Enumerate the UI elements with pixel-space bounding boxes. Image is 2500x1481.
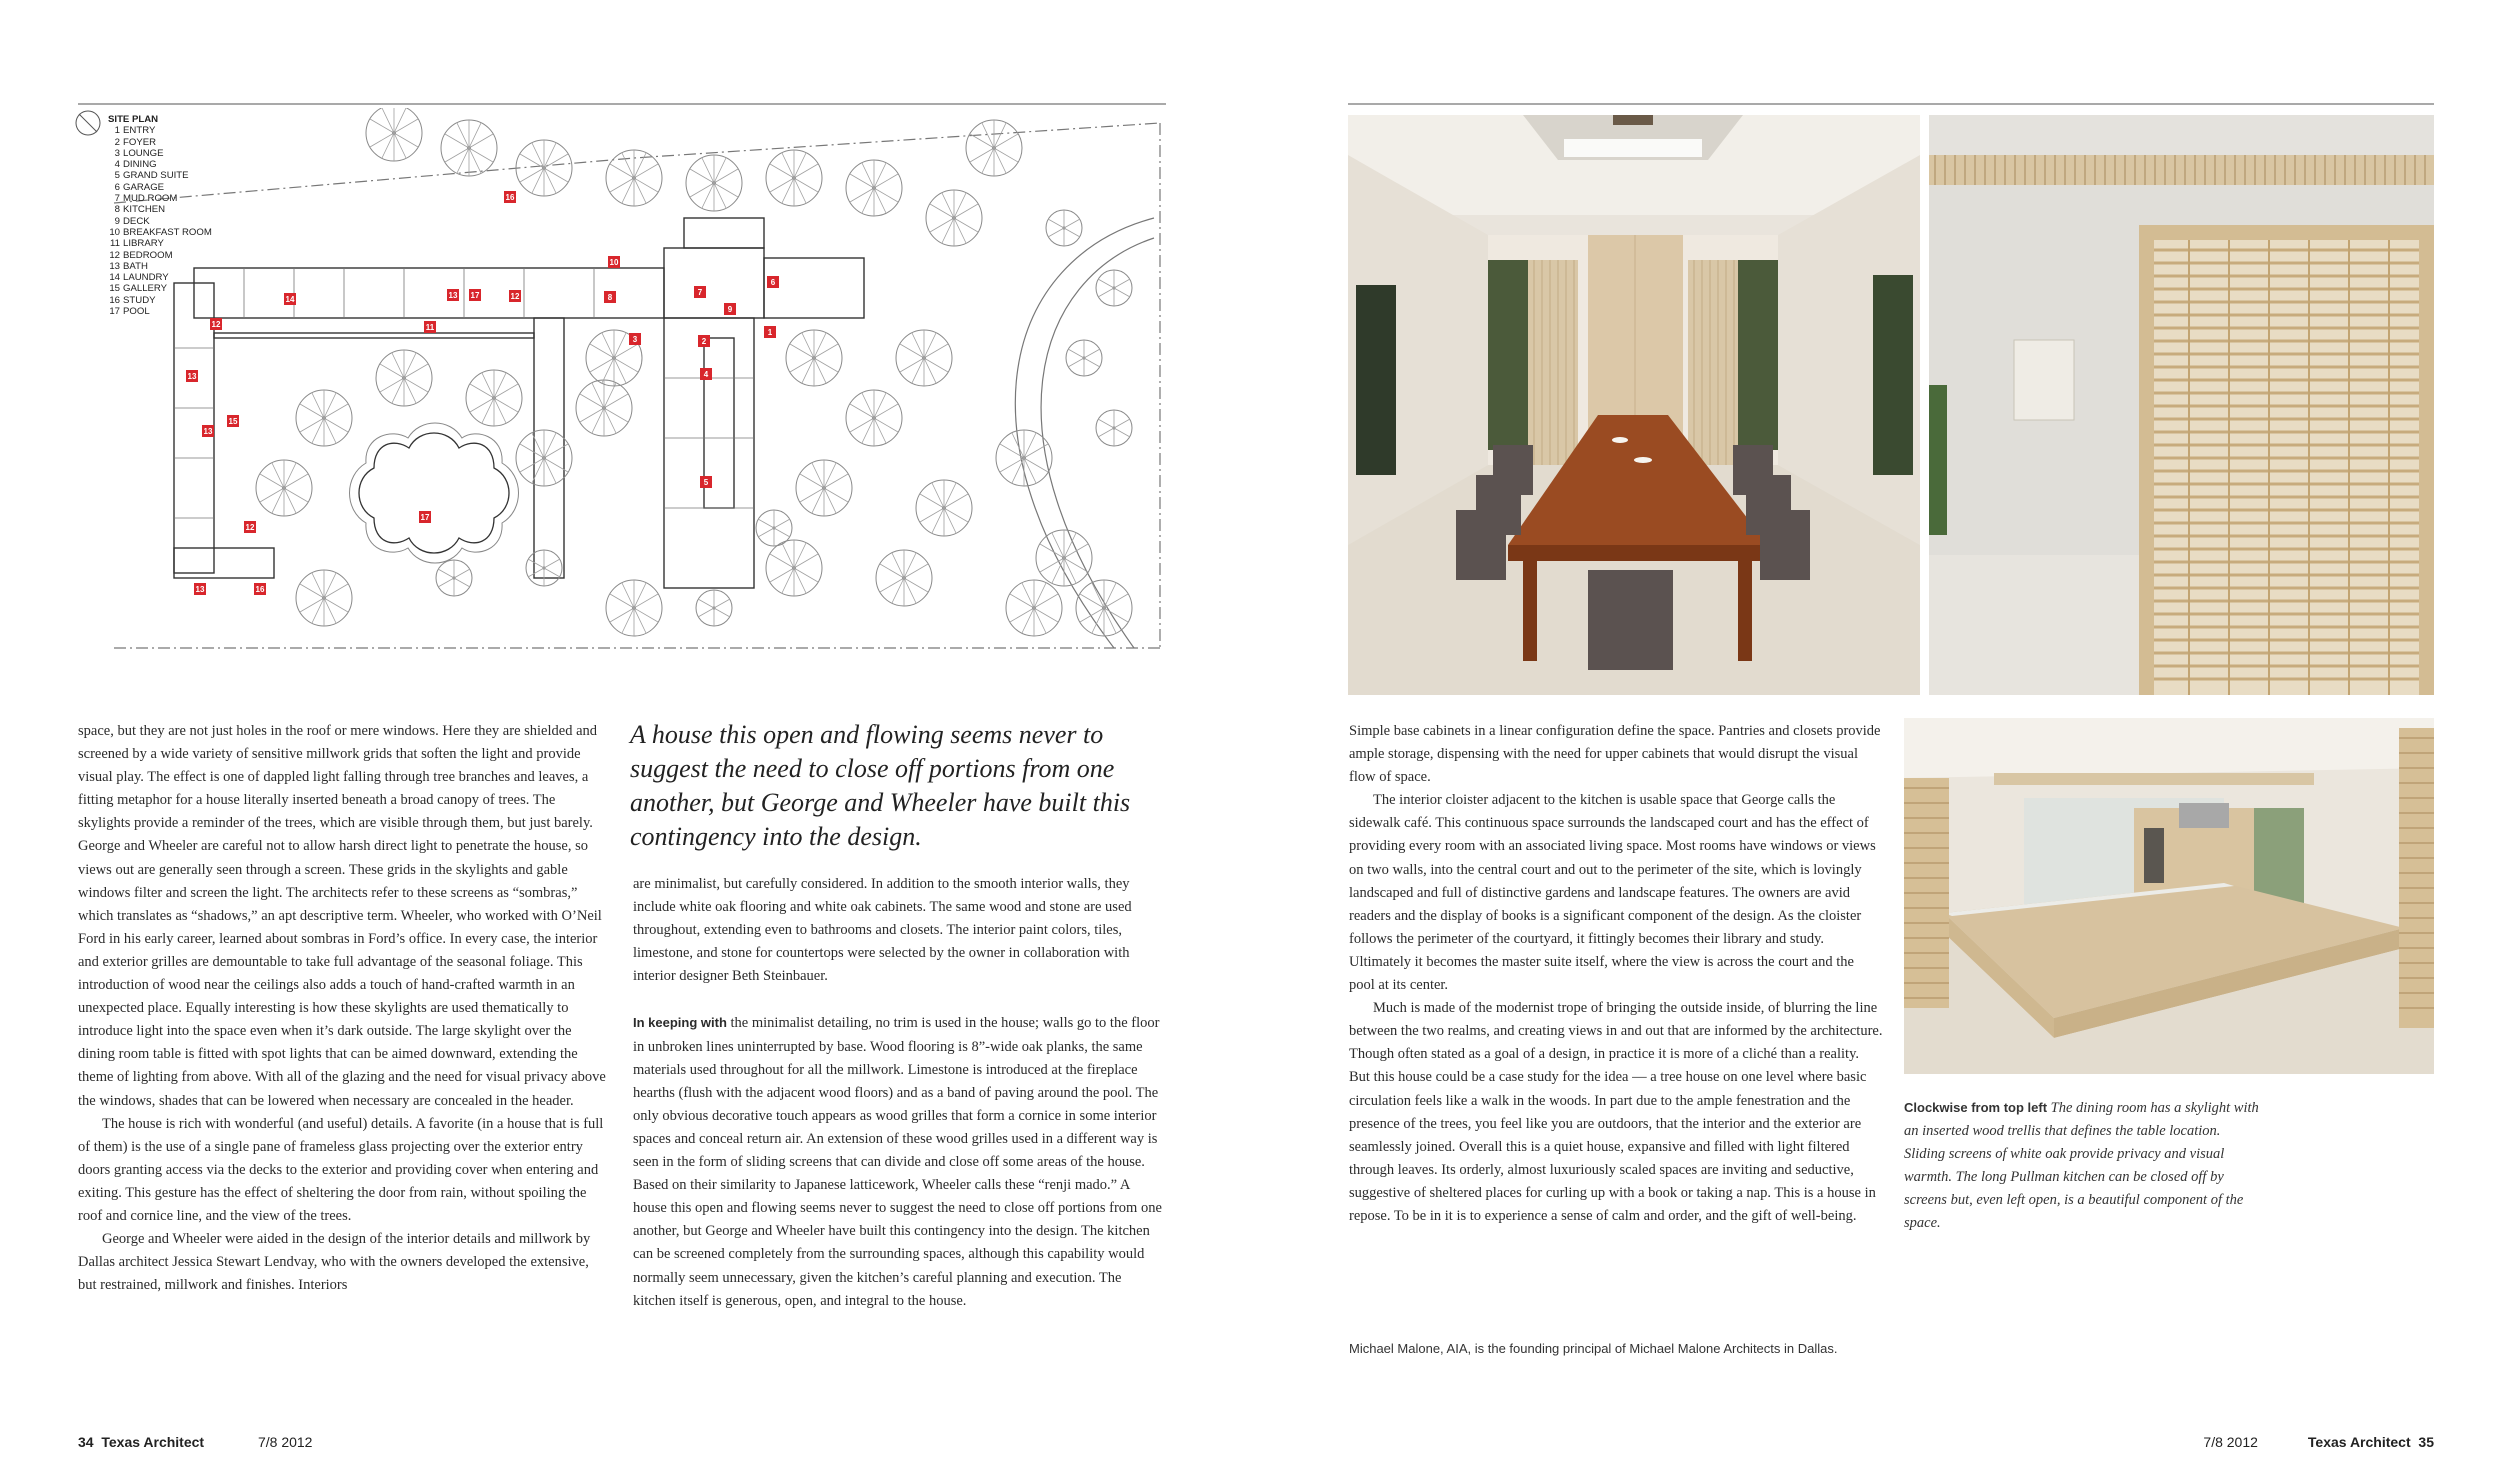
legend-label: POOL [123,306,150,318]
folio-right [2203,1434,2434,1450]
body-paragraph: are minimalist, but carefully considered. In addition to the smooth interior walls, they include white oak flooring and white oak cabinets. The same wood and stone are used throughout, extending even to bathrooms and closets. The interior paint colors, tiles, limestone, and stone for countertops were selected by the owner in collaboration with interior designer Beth Steinbauer. [633,876,1132,985]
room-markers [186,191,779,595]
body-paragraph: space, but they are not just holes in the roof or mere windows. Here they are shielded and screened by a wide variety of sensitive millwork grids that soften the light and provide visual play. The effect is one of dappled light falling through tree branches and leaves, a fitting metaphor for a house literally inserted beneath a broad canopy of trees. The skylights provide a reminder of the trees, which are visible through them, but just barely. George and Wheeler are careful not to allow harsh direct light to penetrate the house, so views out are generally seen through a screen. These grids in the skylights and gable windows filter and screen the light. The architects refer to these screens as “sombras,” which translates as “shadows,” an apt descriptive term. Wheeler, who worked with O’Neil Ford in his early career, learned about sombras in Ford’s office. In every case, the interior and exterior grilles are demountable to take full advantage of the seasonal foliage. This introduction of wood near the ceilings also adds a touch of hand-crafted warmth in an unexpected place. Equally interesting is how these skylights are used thematically to introduce light into the space even when it’s dark outside. The large skylight over the dining room table is fitted with spot lights that can be aimed downward, extending the theme of lighting from above. With all of the glazing and the need for visual privacy above the windows, shades that can be lowered when necessary are concealed in the header. [78,723,606,1109]
right-column [1349,720,1883,1228]
svg-text:9: 9 [727,305,733,314]
svg-text:3: 3 [632,335,638,344]
site-plan-drawing [74,108,1168,654]
svg-text:5: 5 [703,478,709,487]
svg-text:11: 11 [425,323,435,332]
legend-number: 4 [114,159,120,171]
svg-text:14: 14 [285,295,295,304]
legend-number: 17 [109,306,120,318]
svg-text:17: 17 [420,513,430,522]
dining-room-photo [1348,115,1920,695]
legend-number: 2 [114,136,120,148]
pull-quote: A house this open and flowing seems never to suggest the need to close off portions from one another, but George and Wheeler have built this contingency into the design. [630,720,1131,851]
caption-lead: Clockwise from top left [1904,1100,2048,1115]
legend-number: 10 [109,226,120,238]
body-paragraph: George and Wheeler were aided in the design of the interior details and millwork by Dallas architect Jessica Stewart Lendvay, who with the owners developed the extensive, but restrained, millwork and finishes. Interiors [78,1231,591,1294]
legend-number: 11 [110,238,120,250]
legend-item [104,125,212,136]
legend-item [104,295,212,306]
legend-item [104,306,212,317]
legend-item [104,193,212,204]
body-paragraph-lead [633,1011,1165,1312]
kitchen-photo [1904,718,2434,1074]
page-number: 35 [2418,1434,2434,1450]
legend-label: LOUNGE [123,147,164,159]
legend-label: BATH [123,260,148,272]
legend-item [104,261,212,272]
legend-label: GARAGE [123,181,165,193]
caption-text: The dining room has a skylight with an inserted wood trellis that defines the table location. Sliding screens of white oak provide privacy and visual warmth. The long Pullman kitchen can be closed off by screens but, even left open, is a beautiful component of the space. [1904,1100,2259,1231]
legend-number: 13 [109,260,120,272]
legend-label: GALLERY [123,283,168,295]
body-paragraph: Simple base cabinets in a linear configuration define the space. Pantries and closets provide ample storage, dispensing with the need for upper cabinets that would disrupt the visual flow of space. [1349,723,1881,786]
svg-text:16: 16 [505,193,515,202]
svg-text:7: 7 [697,288,703,297]
legend-number: 7 [114,193,120,205]
svg-text:13: 13 [448,291,458,300]
svg-text:2: 2 [701,337,707,346]
issue-date: 7/8 2012 [2203,1434,2258,1450]
legend-item [104,227,212,238]
svg-text:6: 6 [770,278,776,287]
svg-text:15: 15 [228,417,238,426]
svg-text:12: 12 [510,292,520,301]
site-plan [74,108,1168,654]
legend-number: 16 [109,294,120,306]
body-paragraph: The interior cloister adjacent to the kitchen is usable space that George calls the sidewalk café. This continuous space surrounds the landscaped court and has the effect of providing every room with an associated living space. Most rooms have windows or views on two walls, into the central court and out to the perimeter of the site, which is lovingly landscaped and full of distinctive gardens and landscape features. The owners are avid readers and the display of books is a significant component of the design. As the cloister follows the perimeter of the courtyard, it fittingly becomes their library and study. Ultimately it becomes the master suite itself, where the view is across the court and the pool at its center. [1349,792,1876,994]
author-credit: Michael Malone, AIA, is the founding principal of Michael Malone Architects in Dallas. [1349,1341,1838,1356]
legend-item [104,283,212,294]
svg-text:8: 8 [607,293,613,302]
legend-item [104,238,212,249]
legend-label: DINING [123,159,157,171]
legend-item [104,137,212,148]
svg-text:4: 4 [703,370,709,379]
svg-text:12: 12 [245,523,255,532]
site-plan-legend [104,114,212,317]
page-number: 34 [78,1434,94,1450]
magazine-name: Texas Architect [2307,1434,2411,1450]
magazine-name: Texas Architect [101,1434,205,1450]
svg-text:13: 13 [203,427,213,436]
legend-label: ENTRY [123,125,156,137]
top-rule-left [78,103,1166,105]
folio-left [78,1434,312,1450]
legend-label: BREAKFAST ROOM [123,226,212,238]
svg-text:16: 16 [255,585,265,594]
legend-item [104,170,212,181]
legend-number: 5 [114,170,120,182]
svg-text:1: 1 [767,328,773,337]
legend-label: LAUNDRY [123,272,169,284]
lead-in: In keeping with [633,1015,727,1031]
legend-label: STUDY [123,294,156,306]
photo-caption [1904,1096,2260,1235]
left-column-2 [633,873,1165,1313]
issue-date: 7/8 2012 [257,1434,313,1450]
legend-label: KITCHEN [123,204,166,216]
svg-text:17: 17 [470,291,480,300]
legend-label: GRAND SUITE [123,170,189,182]
left-column-1 [78,720,608,1297]
legend-number: 15 [109,283,120,295]
top-rule-right [1348,103,2434,105]
legend-label: MUD ROOM [123,193,178,205]
legend-number: 1 [114,125,120,137]
legend-label: LIBRARY [123,238,164,250]
body-text: the minimalist detailing, no trim is used in the house; walls go to the floor in unbroken lines uninterrupted by base. Wood flooring is 8”-wide oak planks, the same materials used throughout for all the millwork. Limestone is introduced at the fireplace hearths (flush with the adjacent wood floors) and as a band of paving around the pool. The only obvious decorative touch appears as wood grilles that form a cornice in some interior spaces and conceal return air. An extension of these wood grilles used in a different way is seen in the form of sliding screens that can divide and close off some areas of the house. Based on their similarity to Japanese latticework, Wheeler calls these “renji mado.” A house this open and flowing seems never to suggest the need to close off portions from one another, but George and Wheeler have built this contingency into the design. The kitchen can be screened completely from the surrounding spaces, although this capability would normally seem unnecessary, given the kitchen’s careful planning and execution. The kitchen itself is generous, open, and integral to the house. [633,1015,1162,1309]
legend-item [104,216,212,227]
sliding-screen-photo [1929,115,2434,695]
site-plan-title: SITE PLAN [108,114,159,125]
legend-item [104,250,212,261]
legend-item [104,148,212,159]
legend-number: 14 [109,272,120,284]
svg-text:10: 10 [609,258,619,267]
legend-item [104,159,212,170]
svg-text:12: 12 [211,320,221,329]
legend-item [104,272,212,283]
legend-number: 8 [114,204,120,216]
legend-label: DECK [123,215,150,227]
body-paragraph: The house is rich with wonderful (and useful) details. A favorite (in a house that is full of them) is the use of a single pane of frameless glass projecting over the exterior entry doors granting access via the decks to the exterior and providing cover when entering and exiting. This gesture has the effect of sheltering the door from rain, without spoiling the roof and cornice line, and the view of the trees. [78,1115,604,1224]
legend-number: 3 [114,147,120,159]
body-paragraph: Much is made of the modernist trope of bringing the outside inside, of blurring the line between the two realms, and creating views in and out that are informed by the architecture. Though often stated as a goal of a design, in practice it is more of a cliché than a reality. But this house could be a case study for the idea — a tree house on one level where basic circulation feels like a walk in the woods. In part due to the ample fenestration and the presence of the trees, you feel like you are outdoors, that the interior and the exterior are seamlessly joined. Overall this is a quiet house, expansive and filled with light filtered through leaves. Its orderly, almost luxuriously scaled spaces are inviting and seductive, suggestive of sheltered places for curling up with a book or taking a nap. This is a house in repose. To be in it is to experience a sense of calm and order, and the gift of well-being. [1349,1000,1883,1224]
legend-item [104,182,212,193]
svg-text:13: 13 [195,585,205,594]
legend-number: 9 [114,215,120,227]
svg-text:13: 13 [187,372,197,381]
legend-number: 6 [114,181,120,193]
legend-label: BEDROOM [123,249,173,261]
legend-number: 12 [109,249,120,261]
legend-item [104,204,212,215]
legend-label: FOYER [123,136,157,148]
